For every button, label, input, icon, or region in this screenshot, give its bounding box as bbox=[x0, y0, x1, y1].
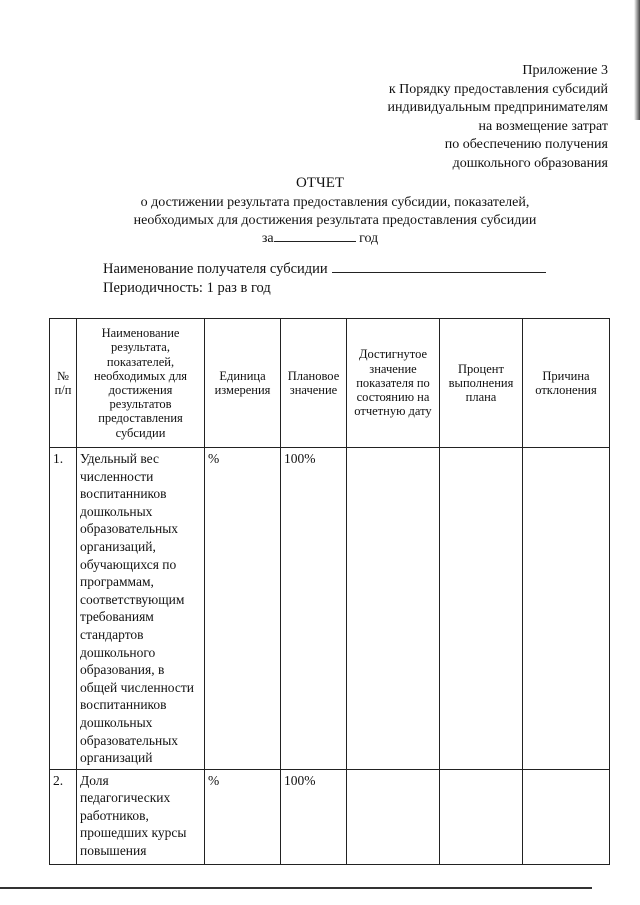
cell-unit: % bbox=[205, 448, 281, 770]
period-prefix: за bbox=[261, 231, 274, 246]
header-plan: Плановое значение bbox=[281, 319, 347, 448]
header-name: Наименование результата, показателей, необходимых для достижения результатов предоставления субсидии bbox=[77, 319, 205, 448]
header-row bbox=[50, 319, 610, 448]
scan-edge-shadow bbox=[634, 0, 640, 120]
recipient-label: Наименование получателя субсидии bbox=[103, 261, 328, 277]
page-bottom-rule bbox=[0, 887, 592, 889]
annex-line: индивидуальным предпринимателям bbox=[387, 100, 608, 116]
cell-name bbox=[77, 769, 205, 864]
annex-line: по обеспечению получения bbox=[444, 137, 608, 153]
report-title: ОТЧЕТ bbox=[295, 175, 345, 191]
header-num: № п/п bbox=[50, 319, 77, 448]
cell-actual bbox=[347, 769, 440, 864]
subtitle-line: о достижении результата предоставления субсидии, показателей, bbox=[140, 195, 530, 210]
table-row bbox=[50, 448, 610, 770]
period-suffix: год bbox=[359, 231, 379, 246]
table-row bbox=[50, 769, 610, 864]
cell-percent bbox=[440, 448, 523, 770]
cell-reason bbox=[523, 448, 610, 770]
cell-plan: 100% bbox=[281, 448, 347, 770]
header-unit: Единица измерения bbox=[205, 319, 281, 448]
annex-block bbox=[388, 62, 608, 174]
annex-line: Приложение 3 bbox=[522, 63, 608, 78]
cell-num: 1. bbox=[50, 448, 77, 770]
period-blank bbox=[274, 229, 356, 242]
cell-reason bbox=[523, 769, 610, 864]
periodicity: Периодичность: 1 раз в год bbox=[103, 280, 271, 296]
header-actual: Достигнутое значение показателя по состоянию на отчетную дату bbox=[347, 319, 440, 448]
cell-name-text: Доля педагогических работников, прошедших курсы повышения bbox=[80, 772, 187, 859]
recipient-block bbox=[103, 259, 546, 298]
header-reason: Причина отклонения bbox=[523, 319, 610, 448]
cell-name: Удельный вес численности воспитанников дошкольных образовательных организаций, обучающихся по программам, соответствующим требованиям стандартов дошкольного образования, в общей численности воспитанников дошкольных образовательных организаций bbox=[77, 448, 205, 770]
period-line bbox=[0, 229, 640, 247]
annex-line: дошкольного образования bbox=[452, 155, 608, 171]
recipient-blank bbox=[332, 259, 546, 273]
annex-line: на возмещение затрат bbox=[478, 118, 608, 134]
header-percent: Процент выполнения плана bbox=[440, 319, 523, 448]
annex-line: к Порядку предоставления субсидий bbox=[388, 81, 608, 97]
cell-num: 2. bbox=[50, 769, 77, 864]
subtitle-line: необходимых для достижения результата предоставления субсидии bbox=[133, 212, 537, 228]
cell-percent bbox=[440, 769, 523, 864]
cell-unit: % bbox=[205, 769, 281, 864]
report-table bbox=[49, 318, 610, 865]
cell-plan: 100% bbox=[281, 769, 347, 864]
cell-actual bbox=[347, 448, 440, 770]
report-subtitle bbox=[95, 194, 575, 229]
